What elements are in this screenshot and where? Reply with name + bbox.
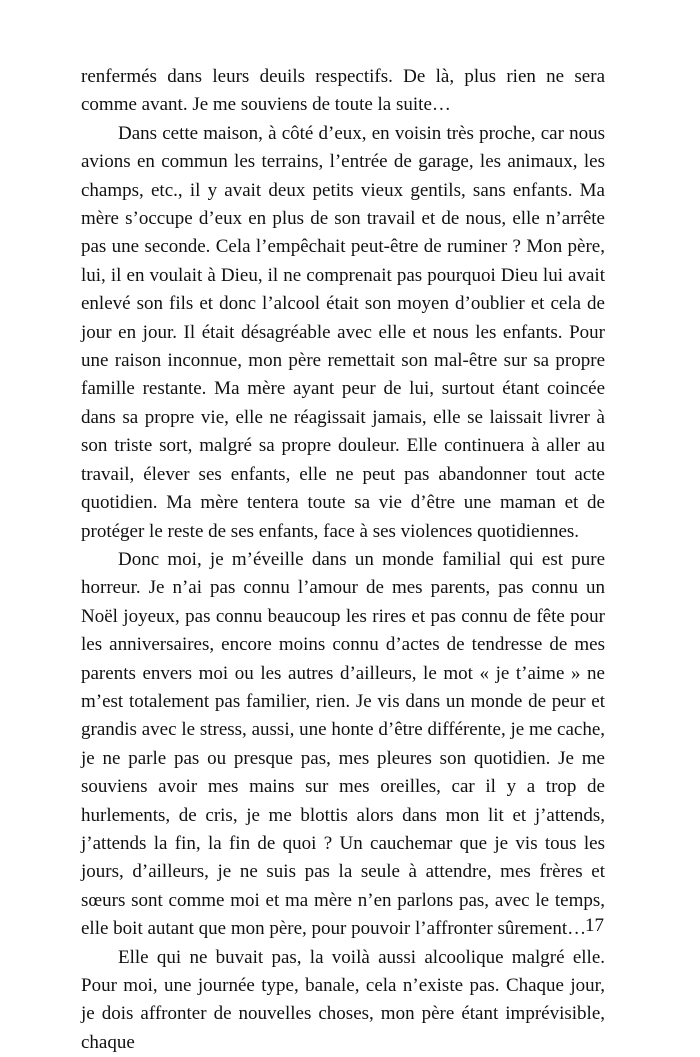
paragraph-4: Elle qui ne buvait pas, la voilà aussi alcoolique malgré elle. Pour moi, une journée type, banale, cela n’existe pas. Chaque jour, je dois affronter de nouvelles choses, mon père étant imprévisible, chaque (81, 946, 605, 1053)
paragraph-3: Donc moi, je m’éveille dans un monde familial qui est pure horreur. Je n’ai pas connu l’amour de mes parents, pas connu un Noël joyeux, pas connu beaucoup les rires et pas connu de fête pour les anniversaires, encore moins connu d’actes de tendresse de mes parents envers moi ou les autres d’ailleurs, le mot « je t’aime » ne m’est totalement pas familier, rien. Je vis dans un monde de peur et grandis avec le stress, aussi, une honte d’être différente, je me cache, je ne parle pas ou presque pas, mes pleures son quotidien. Je me souviens avoir mes mains sur mes oreilles, car il y a trop de hurlements, de cris, je me blottis alors dans mon lit et j’attends, j’attends la fin, la fin de quoi ? Un cauchemar que je vis tous les jours, d’ailleurs, je ne suis pas la seule à attendre, mes frères et sœurs sont comme moi et ma mère n’en parlons pas, avec le temps, elle boit autant que mon père, pour pouvoir l’affronter sûrement… (81, 548, 605, 940)
body-text (81, 63, 605, 1057)
paragraph-2: Dans cette maison, à côté d’eux, en voisin très proche, car nous avions en commun les terrains, l’entrée de garage, les animaux, les champs, etc., il y avait deux petits vieux gentils, sans enfants. Ma mère s’occupe d’eux en plus de son travail et de nous, elle n’arrête pas une seconde. Cela l’empêchait peut-être de ruminer ? Mon père, lui, il en voulait à Dieu, il ne comprenait pas pourquoi Dieu lui avait enlevé son fils et donc l’alcool était son moyen d’oublier et cela de jour en jour. Il était désagréable avec elle et nous les enfants. Pour une raison inconnue, mon père remettait son mal-être sur sa propre famille restante. Ma mère ayant peur de lui, surtout étant coincée dans sa propre vie, elle ne réagissait jamais, elle se laissait livrer à son triste sort, malgré sa propre douleur. Elle continuera à aller au travail, élever ses enfants, elle ne peut pas abandonner tout acte quotidien. Ma mère tentera toute sa vie d’être une maman et de protéger le reste de ses enfants, face à ses violences quotidiennes. (81, 122, 605, 542)
paragraph-1: renfermés dans leurs deuils respectifs. De là, plus rien ne sera comme avant. Je me souviens de toute la suite… (81, 66, 605, 116)
page-number: 17 (585, 915, 604, 936)
